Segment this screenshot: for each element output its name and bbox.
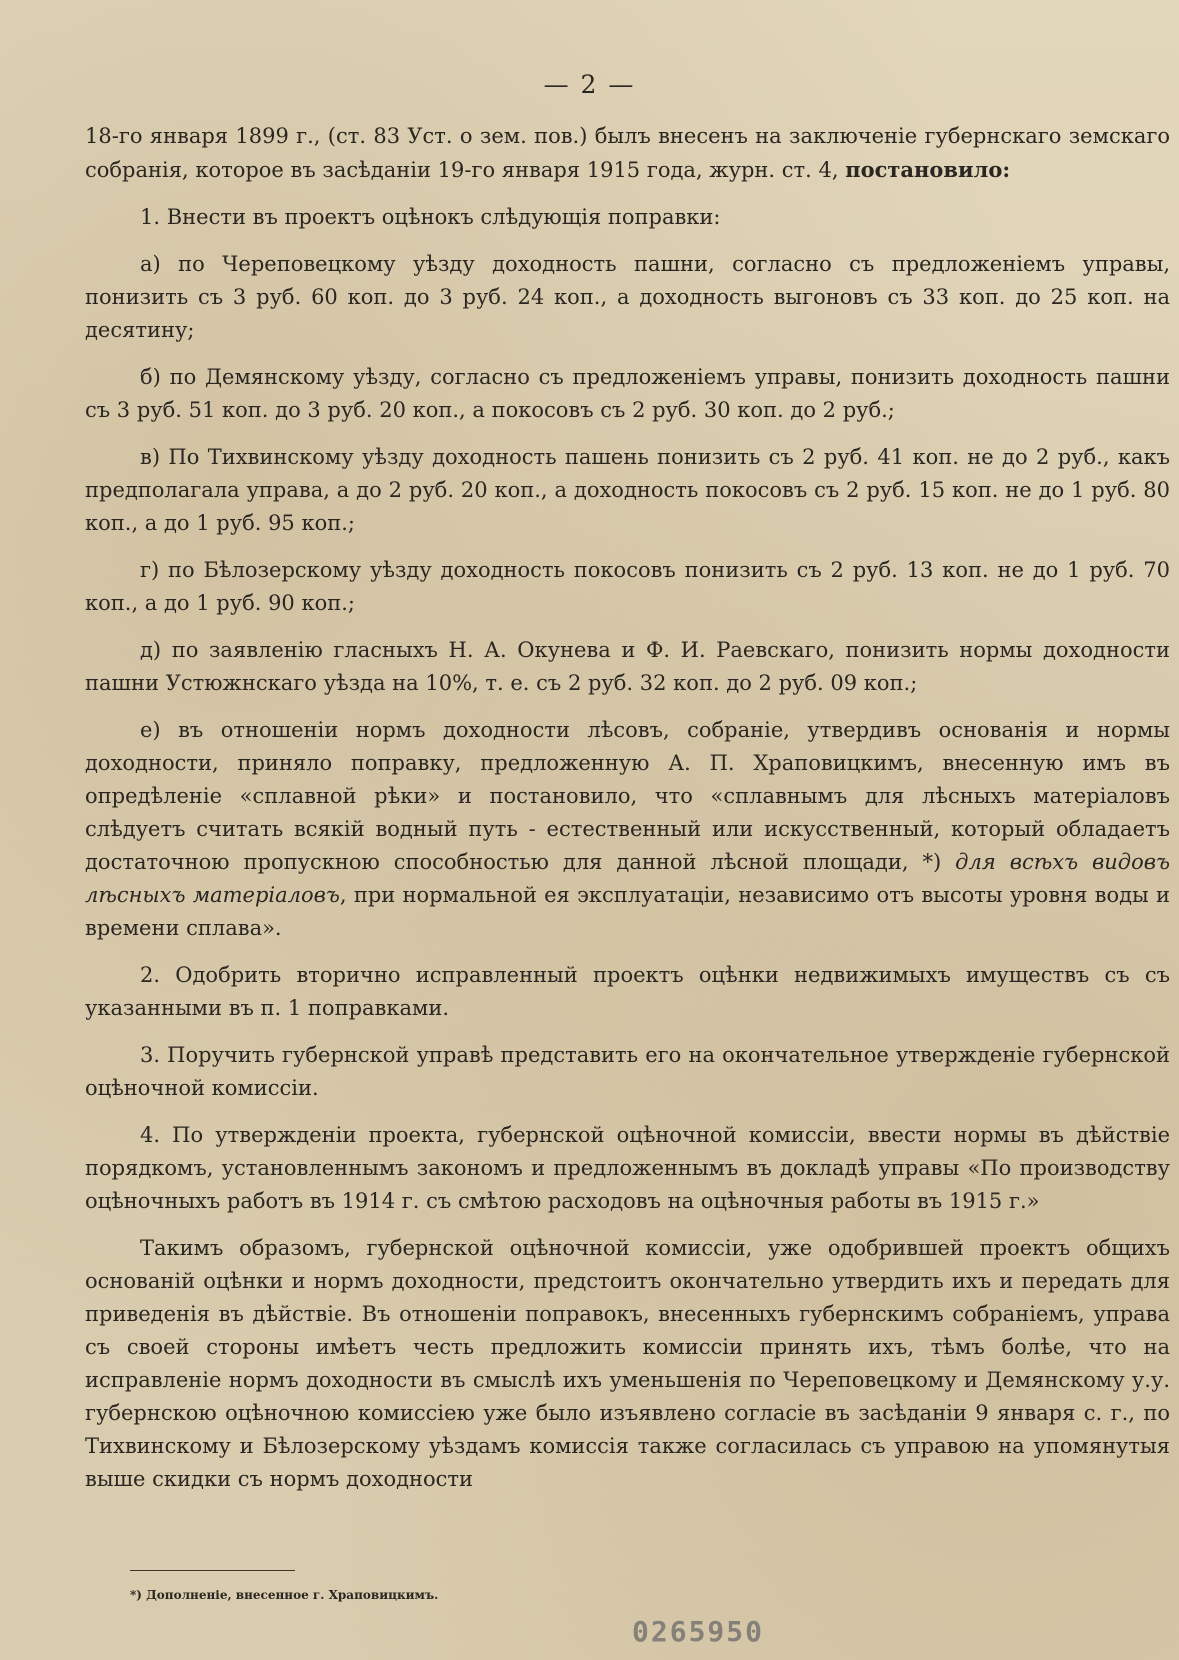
paragraph-item-a: а) по Череповецкому уѣзду доходность пашни, согласно съ предложеніемъ управы, понизить съ 3 руб. 60 коп. до 3 руб. 24 коп., а доходность выгоновъ съ 33 коп. до 25 коп. на десятину; — [85, 252, 1170, 342]
paragraph-item-1: 1. Внести въ проектъ оцѣнокъ слѣдующія поправки: — [140, 205, 721, 229]
paragraph-item-4: 4. По утвержденіи проекта, губернской оцѣночной комиссіи, ввести нормы въ дѣйствіе порядкомъ, установленнымъ закономъ и предложеннымъ въ докладѣ управы «По производству оцѣночныхъ работъ въ 1914 г. съ смѣтою расходовъ на оцѣночныя работы въ 1915 г.» — [85, 1123, 1170, 1213]
paragraph-item-b: б) по Демянскому уѣзду, согласно съ предложеніемъ управы, понизить доходность пашни съ 3 руб. 51 коп. до 3 руб. 20 коп., а покосовъ съ 2 руб. 30 коп. до 2 руб.; — [85, 365, 1170, 422]
page-number: — 2 — — [543, 70, 636, 99]
paragraph-conclusion: Такимъ образомъ, губернской оцѣночной комиссіи, уже одобрившей проектъ общихъ основаній оцѣнки и нормъ доходности, предстоитъ окончательно утвердить ихъ и передать для приведенія въ дѣйствіе. Въ отношеніи поправокъ, внесенныхъ губернскимъ собраніемъ, управа съ своей стороны имѣетъ честь предложить комиссіи принять ихъ, тѣмъ болѣе, что на исправленіе нормъ доходности въ смыслѣ ихъ уменьшенія по Череповецкому и Демянскому у.у. губернскою оцѣночною комиссіею уже было изъявлено согласіе въ засѣданіи 9 января с. г., по Тихвинскому и Бѣлозерскому уѣздамъ комиссія также согласилась съ управою на упомянутыя выше скидки съ нормъ доходности — [85, 1236, 1170, 1491]
paragraph-item-3: 3. Поручить губернской управѣ представить его на окончательное утвержденіе губернской оцѣночной комиссіи. — [85, 1043, 1170, 1100]
inventory-stamp: 0265950 — [632, 1615, 765, 1648]
paragraph-item-v: в) По Тихвинскому уѣзду доходность пашень понизить съ 2 руб. 41 коп. не до 2 руб., какъ предполагала управа, а до 2 руб. 20 коп., а доходность покосовъ съ 2 руб. 15 коп. не до 1 руб. 80 коп., а до 1 руб. 95 коп.; — [85, 445, 1170, 535]
footnote-divider — [130, 1570, 295, 1571]
paragraph-item-2: 2. Одобрить вторично исправленный проектъ оцѣнки недвижимыхъ имуществъ съ съ указанными въ п. 1 поправками. — [85, 963, 1170, 1020]
paragraph-item-g: г) по Бѣлозерскому уѣзду доходность покосовъ понизить съ 2 руб. 13 коп. не до 1 руб. 70 коп., а до 1 руб. 90 коп.; — [85, 558, 1170, 615]
footnote: *) Дополненіе, внесенное г. Храповицкимъ. — [130, 1588, 439, 1602]
paragraph-item-e: е) въ отношеніи нормъ доходности лѣсовъ, собраніе, утвердивъ основанія и нормы доходности, приняло поправку, предложенную А. П. Храповицкимъ, внесенную имъ въ опредѣленіе «сплавной рѣки» и постановило, что «сплавнымъ для лѣсныхъ матеріаловъ слѣдуетъ считать всякій водный путь - естественный или искусственный, который обладаетъ достаточною пропускною способностью для данной лѣсной площади, *) для всѣхъ видовъ лѣсныхъ матеріаловъ, при нормальной ея эксплуатаціи, независимо отъ высоты уровня воды и времени сплава». — [85, 718, 1170, 940]
paragraph-intro: 18-го января 1899 г., (ст. 83 Уст. о зем. пов.) былъ внесенъ на заключеніе губернскаго земскаго собранія, которое въ засѣданіи 19-го января 1915 года, журн. ст. 4, постановило: — [85, 124, 1170, 182]
paragraph-item-d: д) по заявленію гласныхъ Н. А. Окунева и Ф. И. Раевскаго, понизить нормы доходности пашни Устюжнскаго уѣзда на 10%, т. е. съ 2 руб. 32 коп. до 2 руб. 09 коп.; — [85, 638, 1170, 695]
document-body — [85, 120, 1170, 1510]
